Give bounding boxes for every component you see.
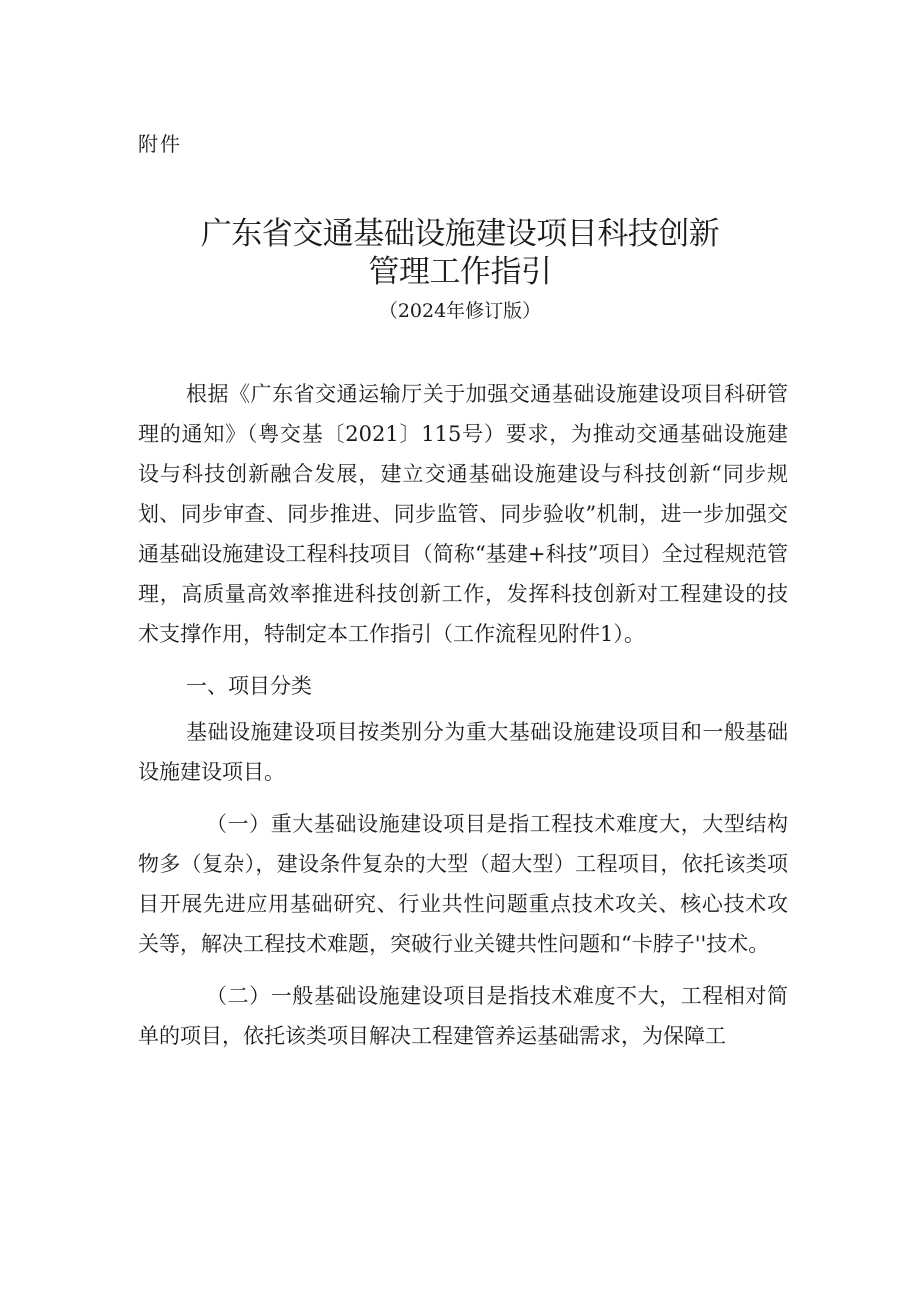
attachment-label: 附件: [138, 132, 182, 156]
document-title-line-1: 广东省交通基础设施建设项目科技创新: [200, 216, 720, 252]
section-paragraph: 基础设施建设项目按类别分为重大基础设施建设项目和一般基础设施建设项目。: [138, 720, 788, 784]
item-paragraph-1: （一）重大基础设施建设项目是指工程技术难度大，大型结构物多（复杂），建设条件复杂的大型（超大型）工程项目，依托该类项目开展先进应用基础研究、行业共性问题重点技术攻关、核心技术攻关等，解决工程技术难题，突破行业关键共性问题和“卡脖子''技术。: [138, 812, 788, 956]
item-paragraph-2: （二）一般基础设施建设项目是指技术难度不大，工程相对简单的项目，依托该类项目解决工程建管养运基础需求，为保障工: [138, 984, 788, 1048]
intro-paragraph: 根据《广东省交通运输厅关于加强交通基础设施建设项目科研管理的通知》（粤交基〔2021〕115号）要求，为推动交通基础设施建设与科技创新融合发展，建立交通基础设施建设与科技创新“同步规划、同步审查、同步推进、同步监管、同步验收”机制，进一步加强交通基础设施建设工程科技项目（简称“基建+科技”项目）全过程规范管理，高质量高效率推进科技创新工作，发挥科技创新对工程建设的技术支撑作用，特制定本工作指引（工作流程见附件1）。: [138, 382, 788, 646]
document-title-line-2: 管理工作指引: [368, 254, 552, 290]
document-edition: （2024年修订版）: [378, 300, 542, 322]
document-body: [138, 374, 788, 1056]
section-heading: 一、项目分类: [186, 674, 312, 698]
